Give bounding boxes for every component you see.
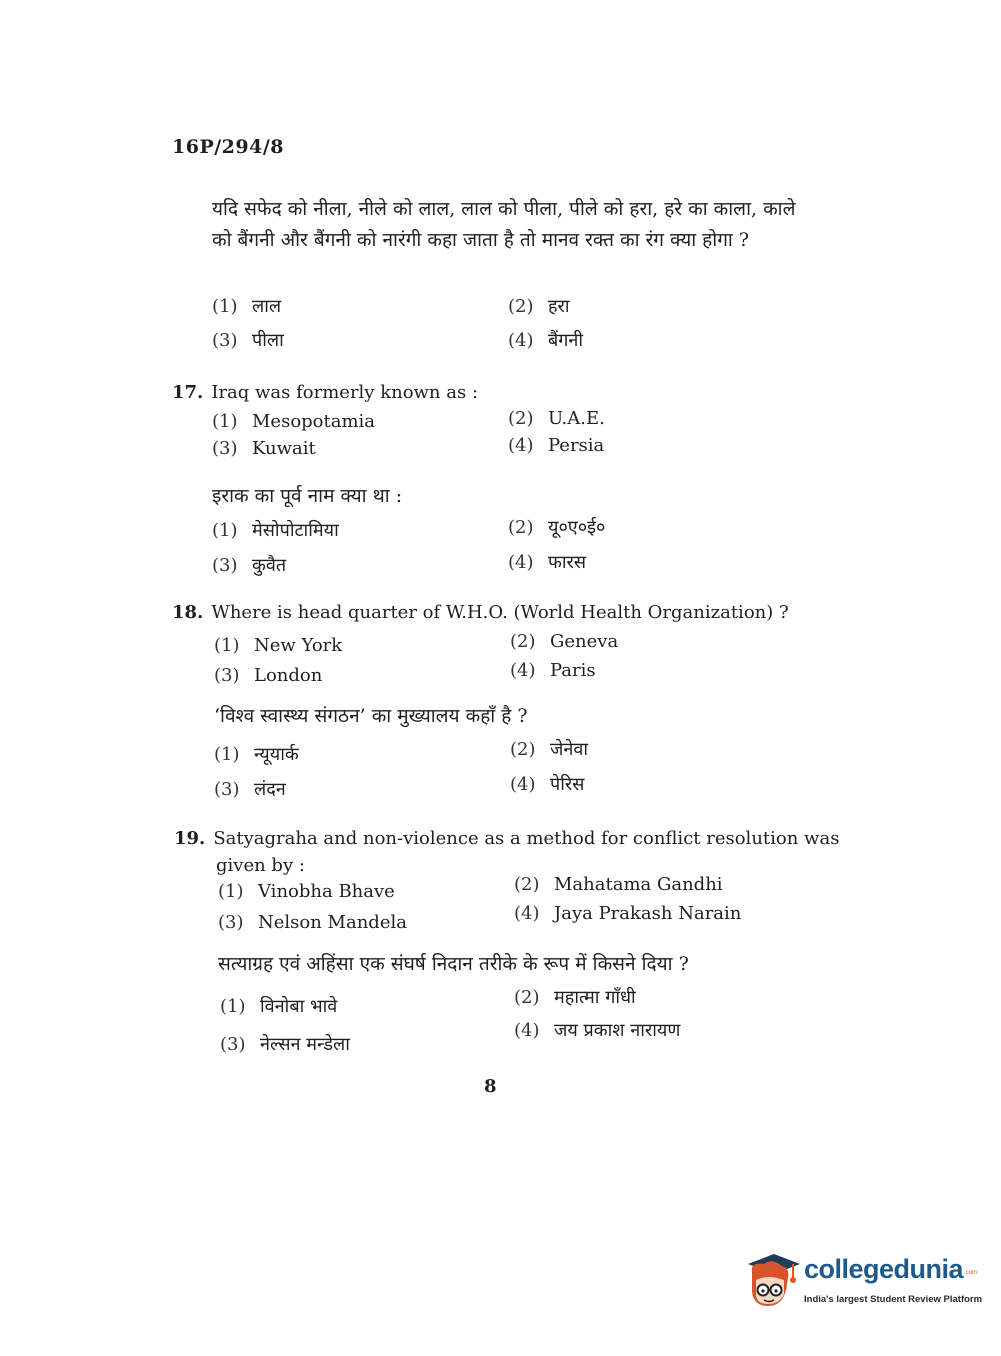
q16-hindi-text: यदि सफेद को नीला, नीले को लाल, लाल को पीला, पीले को हरा, हरे का काला, काले को बैंगनी और बैंगनी को नारंगी कहा जाता है तो मानव रक्त का रंग क्या होगा ? xyxy=(212,198,796,251)
q17-hindi-option-1[interactable]: (1) मेसोपोटामिया xyxy=(212,520,339,541)
q18-hindi-question: ‘विश्व स्वास्थ्य संगठन’ का मुख्यालय कहाँ है ? xyxy=(214,705,528,727)
q18-hindi-option-2[interactable]: (2) जेनेवा xyxy=(510,739,589,760)
q18-option-3[interactable]: (3) London xyxy=(214,665,323,686)
q19-option-4[interactable]: (4) Jaya Prakash Narain xyxy=(514,903,742,924)
q18-option-4[interactable]: (4) Paris xyxy=(510,660,596,681)
q17-option-1[interactable]: (1) Mesopotamia xyxy=(212,411,376,432)
q17-hindi-question: इराक का पूर्व नाम क्या था : xyxy=(212,485,403,507)
q19-option-1[interactable]: (1) Vinobha Bhave xyxy=(218,881,395,902)
q17-option-2[interactable]: (2) U.A.E. xyxy=(508,408,605,429)
q16-option-3[interactable]: (3) पीला xyxy=(212,330,284,351)
q16-option-2[interactable]: (2) हरा xyxy=(508,296,570,317)
q17-question: 17. Iraq was formerly known as : xyxy=(172,382,479,403)
q17-hindi-option-2[interactable]: (2) यू०ए०ई० xyxy=(508,517,606,538)
brand-name: collegedunia xyxy=(804,1254,964,1284)
q17-option-3[interactable]: (3) Kuwait xyxy=(212,438,316,459)
paper-code: 16P/294/8 xyxy=(172,136,284,158)
student-mascot-icon xyxy=(742,1250,802,1312)
q17-option-4[interactable]: (4) Persia xyxy=(508,435,605,456)
q19-hindi-option-3[interactable]: (3) नेल्सन मन्डेला xyxy=(220,1034,350,1055)
q19-option-2[interactable]: (2) Mahatama Gandhi xyxy=(514,874,723,895)
page-number: 8 xyxy=(484,1076,497,1097)
q17-hindi-option-3[interactable]: (3) कुवैत xyxy=(212,555,287,576)
brand-domain: .com xyxy=(964,1270,978,1276)
q19-hindi-option-4[interactable]: (4) जय प्रकाश नारायण xyxy=(514,1020,681,1041)
q19-hindi-question: सत्याग्रह एवं अहिंसा एक संघर्ष निदान तरीके के रूप में किसने दिया ? xyxy=(218,953,689,975)
q19-question: 19. Satyagraha and non-violence as a method for conflict resolution was xyxy=(174,828,840,849)
q18-hindi-option-4[interactable]: (4) पेरिस xyxy=(510,774,585,795)
q18-option-2[interactable]: (2) Geneva xyxy=(510,631,619,652)
q18-hindi-option-3[interactable]: (3) लंदन xyxy=(214,779,286,800)
q18-option-1[interactable]: (1) New York xyxy=(214,635,343,656)
q17-hindi-option-4[interactable]: (4) फारस xyxy=(508,552,587,573)
brand-tagline: India's largest Student Review Platform xyxy=(804,1294,983,1305)
collegedunia-logo[interactable] xyxy=(742,1250,983,1320)
q16-option-4[interactable]: (4) बैंगनी xyxy=(508,330,584,351)
q19-option-3[interactable]: (3) Nelson Mandela xyxy=(218,912,407,933)
q16-option-1[interactable]: (1) लाल xyxy=(212,296,282,317)
q18-question: 18. Where is head quarter of W.H.O. (World Health Organization) ? xyxy=(172,602,789,623)
q19-hindi-option-1[interactable]: (1) विनोबा भावे xyxy=(220,996,338,1017)
q18-hindi-option-1[interactable]: (1) न्यूयार्क xyxy=(214,744,299,765)
q19-question-line2: given by : xyxy=(216,855,305,876)
q19-hindi-option-2[interactable]: (2) महात्मा गाँधी xyxy=(514,987,636,1008)
